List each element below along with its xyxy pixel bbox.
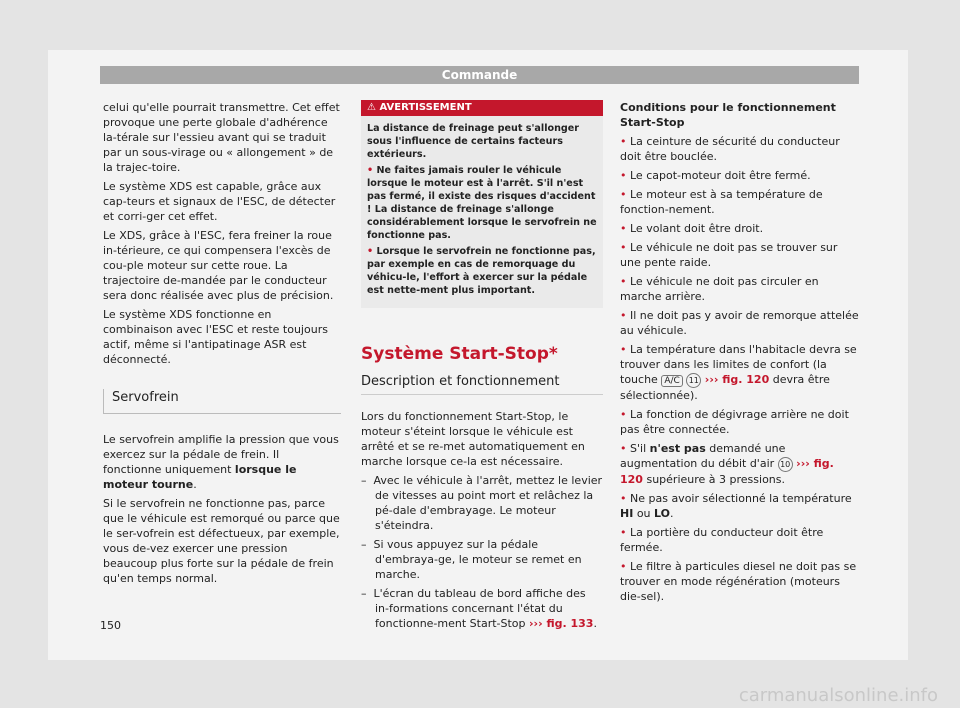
bullet: • Le véhicule ne doit pas circuler en marche arrière. xyxy=(620,275,819,303)
callout-number: 10 xyxy=(778,457,793,472)
bullet: • Le moteur est à sa température de fonction-nement. xyxy=(620,188,823,216)
bullet: • Il ne doit pas y avoir de remorque attelée au véhicule. xyxy=(620,309,859,337)
section-subtitle: Description et fonctionnement xyxy=(361,374,603,395)
bullet: • Le véhicule ne doit pas se trouver sur une pente raide. xyxy=(620,241,838,269)
warning-box xyxy=(361,100,603,308)
column-left xyxy=(103,100,341,590)
bullet: • S'il n'est pas demandé une augmentation du débit d'air 10 ››› fig. 120 supérieure à 3 pressions. xyxy=(620,442,834,486)
figure-link[interactable]: ››› fig. 120 xyxy=(704,373,770,386)
bullet: • La ceinture de sécurité du conducteur doit être bouclée. xyxy=(620,135,840,163)
section-heading-servofrein: Servofrein xyxy=(103,389,341,414)
warning-title: ⚠ AVERTISSEMENT xyxy=(367,102,472,113)
dash-item: – L'écran du tableau de bord affiche des in-formations concernant l'état du fonctionne-ment Start-Stop ››› fig. 133. xyxy=(361,587,597,630)
figure-link[interactable]: ››› fig. 133 xyxy=(529,617,594,630)
dash-item: – Avec le véhicule à l'arrêt, mettez le levier de vitesses au point mort et relâchez la pé-dale d'embrayage. Le moteur s'éteindra. xyxy=(361,474,603,532)
watermark: carmanualsonline.info xyxy=(738,685,938,706)
bullet: • Le volant doit être droit. xyxy=(620,222,764,235)
dash-item: – Si vous appuyez sur la pédale d'embraya-ge, le moteur se remet en marche. xyxy=(361,538,582,581)
paragraph: Le servofrein amplifie la pression que vous exercez sur la pédale de frein. Il fonctionne uniquement lorsque le moteur tourne. xyxy=(103,433,339,491)
callout-number: 11 xyxy=(686,373,701,388)
page-header: Commande xyxy=(100,66,859,84)
figure-link[interactable]: ››› fig. 120 xyxy=(620,457,834,486)
bullet: • La fonction de dégivrage arrière ne doit pas être connectée. xyxy=(620,408,849,436)
bullet: • La portière du conducteur doit être fermée. xyxy=(620,526,824,554)
paragraph: celui qu'elle pourrait transmettre. Cet effet provoque une perte globale d'adhérence la-térale sur l'essieu avant qui se traduit par un sous-virage ou « allongement » de la trajec-toire. xyxy=(103,101,340,174)
warning-bullet: • Ne faites jamais rouler le véhicule lorsque le moteur est à l'arrêt. S'il n'est pas fermé, il existe des risques d'accident ! La distance de freinage s'allonge considérablement lorsque le servofrein ne fonctionne pas. xyxy=(367,165,597,241)
paragraph: Le XDS, grâce à l'ESC, fera freiner la roue in-térieure, ce qui compensera l'excès de cou-ple moteur sur cette roue. La trajectoire de-mandée par le conducteur sera donc réalisée avec plus de précision. xyxy=(103,229,334,302)
warning-intro: La distance de freinage peut s'allonger sous l'influence de certains facteurs extérieurs. xyxy=(367,123,580,160)
paragraph: Le système XDS est capable, grâce aux cap-teurs et signaux de l'ESC, de détecter et corri-ger cet effet. xyxy=(103,180,336,223)
paragraph: Le système XDS fonctionne en combinaison avec l'ESC et reste toujours actif, même si l'antipatinage ASR est déconnecté. xyxy=(103,308,328,366)
column-right xyxy=(620,100,860,608)
page-number: 150 xyxy=(100,619,121,632)
bullet: • La température dans l'habitacle devra se trouver dans les limites de confort (la touche A/C 11 ››› fig. 120 devra être sélectionnée). xyxy=(620,343,857,402)
bullet: • Ne pas avoir sélectionné la température HI ou LO. xyxy=(620,492,852,520)
ac-key-icon: A/C xyxy=(661,375,682,387)
warning-bullet: • Lorsque le servofrein ne fonctionne pas, par exemple en cas de remorquage du véhicu-le, l'effort à exercer sur la pédale est nette-ment plus important. xyxy=(367,246,596,296)
bullet: • Le filtre à particules diesel ne doit pas se trouver en mode régénération (moteurs die-sel). xyxy=(620,560,857,603)
bullet: • Le capot-moteur doit être fermé. xyxy=(620,169,811,182)
section-title: Système Start-Stop* xyxy=(361,344,558,364)
column-middle xyxy=(361,100,603,635)
paragraph: Si le servofrein ne fonctionne pas, parce que le véhicule est remorqué ou parce que le ser-vofrein est défectueux, par exemple, vous de-vez exercer une pression beaucoup plus forte sur la pédale de frein qu'en temps normal. xyxy=(103,497,340,585)
paragraph: Lors du fonctionnement Start-Stop, le moteur s'éteint lorsque le véhicule est arrêté et se re-met automatiquement en marche lorsque ce-la est nécessaire. xyxy=(361,410,585,468)
conditions-title: Conditions pour le fonctionnement Start-Stop xyxy=(620,101,836,129)
